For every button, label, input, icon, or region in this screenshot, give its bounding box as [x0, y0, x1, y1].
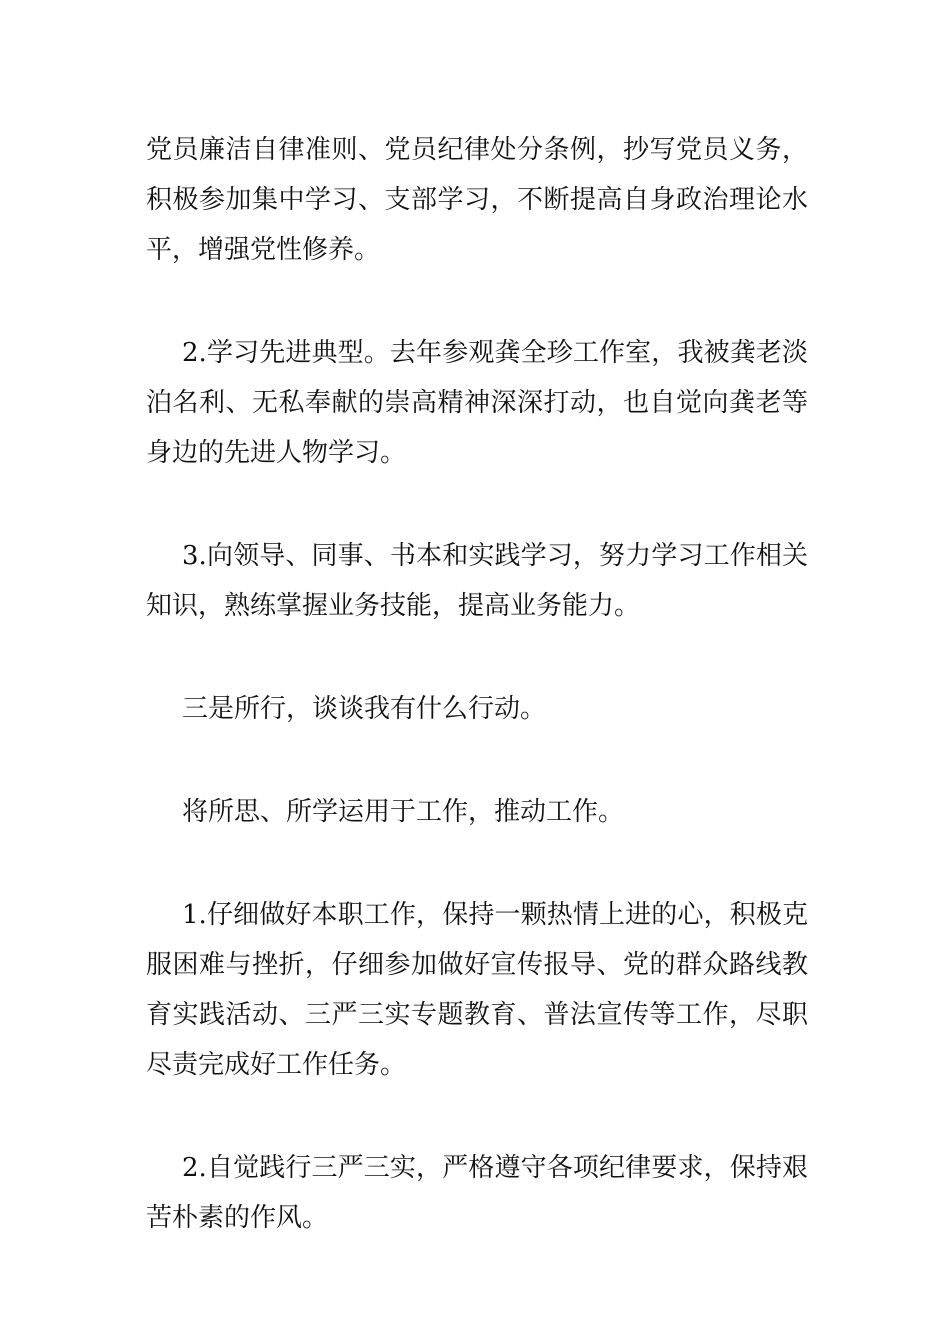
paragraph-6: 1.仔细做好本职工作，保持一颗热情上进的心，积极克服困难与挫折，仔细参加做好宣传报导、党的群众路线教育实践活动、三严三实专题教育、普法宣传等工作，尽职尽责完成好工作任务。: [146, 900, 808, 1080]
paragraph-2: 2.学习先进典型。去年参观龚全珍工作室，我被龚老淡泊名利、无私奉献的崇高精神深深打动，也自觉向龚老等身边的先进人物学习。: [146, 338, 808, 468]
paragraph-7: 2.自觉践行三严三实，严格遵守各项纪律要求，保持艰苦朴素的作风。: [146, 1153, 808, 1233]
paragraph-1: 党员廉洁自律准则、党员纪律处分条例，抄写党员义务，积极参加集中学习、支部学习，不断提高自身政治理论水平，增强党性修养。: [146, 135, 808, 265]
paragraph-5: 将所思、所学运用于工作，推动工作。: [182, 797, 625, 827]
paragraph-4: 三是所行，谈谈我有什么行动。: [182, 694, 547, 724]
paragraph-3: 3.向领导、同事、书本和实践学习，努力学习工作相关知识，熟练掌握业务技能，提高业务能力。: [146, 541, 808, 621]
document-body: [146, 125, 808, 1296]
